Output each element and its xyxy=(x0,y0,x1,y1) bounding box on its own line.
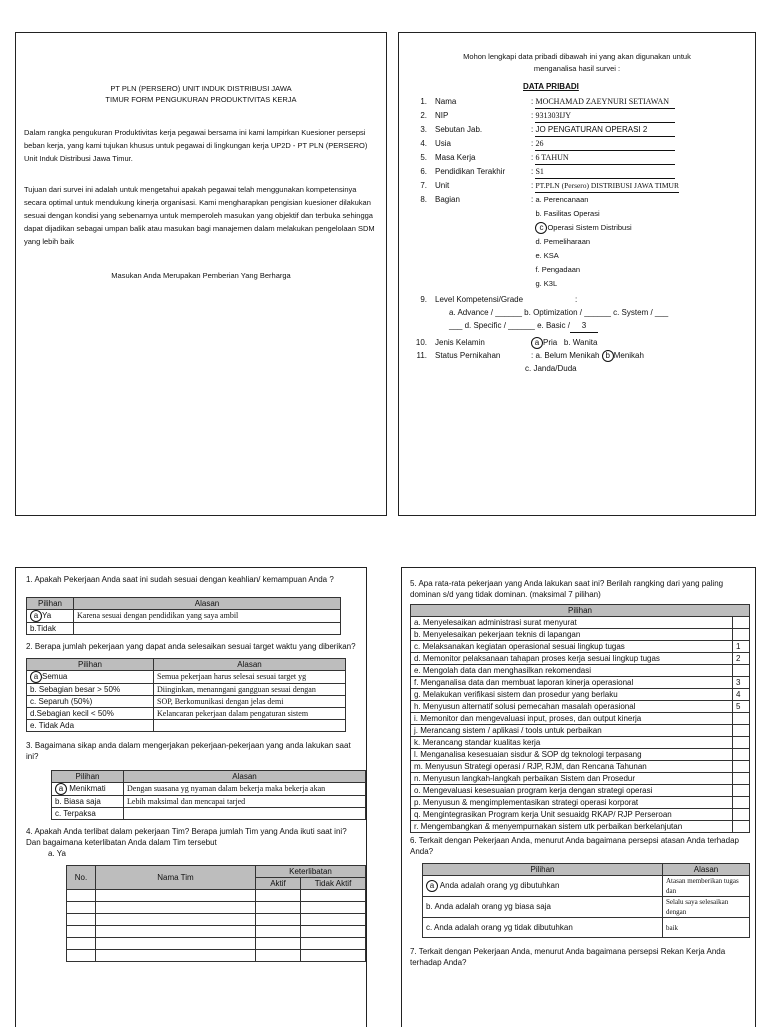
table-row[interactable]: b. Anda adalah orang yg biasa saja Selalu saya selesaikan dengan xyxy=(423,897,750,918)
personal-data-page xyxy=(398,32,756,516)
field-row: 6. Pendidikan Terakhir : S1 xyxy=(399,165,751,179)
bagian-option[interactable]: d. Pemeliharaan xyxy=(535,237,591,246)
field-row: 7. Unit : PT.PLN (Persero) DISTRIBUSI JAWA TIMUR xyxy=(399,179,751,193)
purpose-paragraph: Tujuan dari survei ini adalah untuk mengetahui apakah pegawai telah menggunakan kompetensinya secara optimal untuk mendukung kinerja organisasi. Kami mengharapkan pengisian kuesioner dilakukan sesuai dengan kondisi yang sebenarnya untuk memperoleh masukan yang objektif dan terbuka sehingga dapat dijadikan sebagai umpan balik atau masukan bagi manajemen dalam melakukan pengelolaan SDM yang lebih baik xyxy=(24,185,375,246)
table-row[interactable]: a Semua Semua pekerjaan harus selesai sesuai target yg xyxy=(27,671,346,684)
question-1: 1. Apakah Pekerjaan Anda saat ini sudah sesuai dengan keahlian/ kemampuan Anda ? xyxy=(26,575,334,584)
level-options-line2[interactable]: ___ d. Specific / ______ e. Basic / 3 xyxy=(399,319,751,333)
education-field[interactable]: S1 xyxy=(535,165,675,179)
selection-circle-icon: a xyxy=(30,610,42,622)
table-row[interactable]: b.Tidak xyxy=(27,623,341,635)
bagian-row: 8. Bagian : a. Perencanaan b. Fasilitas Operasi c Operasi Sistem Distribusi d. Pemeliharaan e. KSA f. Pengadaan g. K3L xyxy=(399,193,751,291)
q2-table: Pilihan Alasan a Semua Semua pekerjaan harus selesai sesuai target yg b. Sebagian besar > 50% Diinginkan, menanngani gangguan sesuai dengan c. Separuh (50%) SOP, Berkomunikasi dengan jelas demi d.Sebagian kecil < 50% Kelancaran pekerjaan dalam pengaturan sistem e. Tidak Ada xyxy=(26,658,346,732)
form-title-line1: PT PLN (PERSERO) UNIT INDUK DISTRIBUSI JAWA xyxy=(110,84,292,93)
table-row[interactable] xyxy=(67,938,366,950)
table-row[interactable] xyxy=(67,902,366,914)
field-row: 1. Nama : MOCHAMAD ZAEYNURI SETIAWAN xyxy=(399,95,751,109)
marital-option-single[interactable]: : a. Belum Menikah xyxy=(531,351,600,360)
selection-circle-icon: c xyxy=(535,222,547,234)
question-6: 6. Terkait dengan Pekerjaan Anda, menurut Anda bagaimana persepsi atasan Anda terhadap Anda? xyxy=(410,836,739,856)
intro-line1: Mohon lengkapi data pribadi dibawah ini yang akan digunakan untuk xyxy=(463,52,691,61)
table-row[interactable]: c. Separuh (50%) SOP, Berkomunikasi dengan jelas demi xyxy=(27,696,346,708)
data-pribadi-heading: DATA PRIBADI xyxy=(523,82,579,91)
table-row[interactable] xyxy=(67,950,366,962)
q3-table: Pilihan Alasan a Menikmati Dengan suasana yg nyaman dalam bekerja maka bekerja akan b. Biasa saja Lebih maksimal dan mencapai tarjed c. Terpaksa xyxy=(51,770,366,820)
bagian-option[interactable]: b. Fasilitas Operasi xyxy=(535,209,600,218)
q6-table: Pilihan Alasan a Anda adalah orang yg dibutuhkan Atasan memberikan tugas dan b. Anda adalah orang yg biasa saja Selalu saya selesaikan dengan c. Anda adalah orang yg tidak dibutuhkan baik xyxy=(422,863,750,938)
selection-circle-icon: a xyxy=(55,783,67,795)
question-7: 7. Terkait dengan Pekerjaan Anda, menurut Anda bagaimana persepsi Rekan Kerja Anda terhadap Anda? xyxy=(410,947,726,967)
table-row[interactable]: e. Mengolah data dan menghasilkan rekomendasi xyxy=(411,665,750,677)
level-row: 9. Level Kompetensi/Grade : xyxy=(420,295,578,304)
table-row[interactable]: d. Memonitor pelaksanaan tahapan proses kerja sesuai lingkup tugas 2 xyxy=(411,653,750,665)
question-4: 4. Apakah Anda terlibat dalam pekerjaan Tim? Berapa jumlah Tim yang Anda ikuti saat ini? Dan bagaimana keterlibatan Anda dalam Tim tersebut xyxy=(26,827,347,847)
q1-table: Pilihan Alasan a Ya Karena sesuai dengan pendidikan yang saya ambil b.Tidak xyxy=(26,597,341,635)
marital-option-widowed[interactable]: c. Janda/Duda xyxy=(525,364,577,373)
table-row[interactable] xyxy=(67,890,366,902)
table-row[interactable]: c. Terpaksa xyxy=(52,808,366,820)
table-row[interactable]: j. Merancang sistem / aplikasi / tools untuk perbaikan xyxy=(411,725,750,737)
gender-option-wanita[interactable]: b. Wanita xyxy=(563,338,598,347)
table-row[interactable]: b. Sebagian besar > 50% Diinginkan, menanngani gangguan sesuai dengan xyxy=(27,684,346,696)
name-field[interactable]: MOCHAMAD ZAEYNURI SETIAWAN xyxy=(535,95,675,109)
table-row[interactable]: g. Melakukan verifikasi sistem dan prosedur yang berlaku 4 xyxy=(411,689,750,701)
table-row[interactable]: k. Merancang standar kualitas kerja xyxy=(411,737,750,749)
intro-paragraph: Dalam rangka pengukuran Produktivitas kerja pegawai bersama ini kami lampirkan Kuesioner persepsi beban kerja, yang kami tujukan khusus untuk pegawai di lingkungan kerja UP2D - PT PLN (PERSERO) Unit Induk Distribusi Jawa Timur. xyxy=(24,128,368,163)
tenure-field[interactable]: 6 TAHUN xyxy=(535,151,675,165)
table-row[interactable]: a Menikmati Dengan suasana yg nyaman dalam bekerja maka bekerja akan xyxy=(52,783,366,796)
table-row[interactable]: p. Menyusun & mengimplementasikan strategi operasi korporat xyxy=(411,797,750,809)
q4-option-a[interactable]: a. Ya xyxy=(48,849,66,858)
marital-row: 11. Status Pernikahan : a. Belum Menikah b Menikah xyxy=(416,351,644,360)
question-5: 5. Apa rata-rata pekerjaan yang Anda lakukan saat ini? Berilah rangking dari yang paling dominan s/d yang tidak dominan. (maksimal 7 pilihan) xyxy=(410,579,724,599)
table-row[interactable] xyxy=(67,914,366,926)
question-3: 3. Bagaimana sikap anda dalam mengerjakan pekerjaan-pekerjaan yang anda lakukan saat ini? xyxy=(26,741,351,761)
nip-field[interactable]: 931303IJY xyxy=(535,109,675,123)
table-row[interactable]: f. Menganalisa data dan membuat laporan kinerja operasional 3 xyxy=(411,677,750,689)
form-title-line2: TIMUR FORM PENGUKURAN PRODUKTIVITAS KERJA xyxy=(105,95,297,104)
table-row[interactable]: e. Tidak Ada xyxy=(27,720,346,732)
q4-team-table: No. Nama Tim Keterlibatan Aktif Tidak Aktif xyxy=(66,865,366,962)
age-field[interactable]: 26 xyxy=(535,137,675,151)
table-row[interactable]: a Ya Karena sesuai dengan pendidikan yang saya ambil xyxy=(27,610,341,623)
bagian-option[interactable]: g. K3L xyxy=(535,279,558,288)
bagian-option-selected[interactable]: c Operasi Sistem Distribusi xyxy=(535,221,631,235)
table-row[interactable]: d.Sebagian kecil < 50% Kelancaran pekerjaan dalam pengaturan sistem xyxy=(27,708,346,720)
bagian-option[interactable]: e. KSA xyxy=(535,251,559,260)
table-row[interactable]: n. Menyusun langkah-langkah perbaikan Sistem dan Prosedur xyxy=(411,773,750,785)
field-row: 5. Masa Kerja : 6 TAHUN xyxy=(399,151,751,165)
level-options-line1[interactable]: a. Advance / ______ b. Optimization / ______ c. System / ___ xyxy=(449,308,669,317)
intro-line2: menganalisa hasil survei : xyxy=(533,64,621,73)
questionnaire-page-2 xyxy=(401,567,756,1027)
table-row[interactable]: l. Menganalisa kesesuaian sisdur & SOP dg teknologi terpasang xyxy=(411,749,750,761)
gender-row: 10. Jenis Kelamin a Pria b. Wanita xyxy=(415,338,598,347)
marital-option-married[interactable]: Menikah xyxy=(613,351,644,360)
table-row[interactable]: r. Mengembangkan & menyempurnakan sistem utk perbaikan berkelanjutan xyxy=(411,821,750,833)
field-row: 4. Usia : 26 xyxy=(399,137,751,151)
selection-circle-icon: b xyxy=(602,350,614,362)
questionnaire-page-1 xyxy=(15,567,367,1027)
table-row[interactable]: a. Menyelesaikan administrasi surat menyurat xyxy=(411,617,750,629)
table-row[interactable]: c. Anda adalah orang yg tidak dibutuhkan baik xyxy=(423,918,750,938)
table-row[interactable]: c. Melaksanakan kegiatan operasional sesuai lingkup tugas 1 xyxy=(411,641,750,653)
table-row[interactable]: o. Mengevaluasi kesesuaian program kerja dengan strategi operasi xyxy=(411,785,750,797)
gender-option-pria[interactable]: Pria xyxy=(543,338,558,347)
closing-note: Masukan Anda Merupakan Pemberian Yang Berharga xyxy=(111,271,291,280)
table-row[interactable]: b. Biasa saja Lebih maksimal dan mencapai tarjed xyxy=(52,796,366,808)
table-row[interactable]: h. Menyusun alternatif solusi pemecahan masalah operasional 5 xyxy=(411,701,750,713)
unit-field[interactable]: PT.PLN (Persero) DISTRIBUSI JAWA TIMUR xyxy=(535,179,679,193)
bagian-option[interactable]: f. Pengadaan xyxy=(535,265,581,274)
position-field[interactable]: JO PENGATURAN OPERASI 2 xyxy=(535,123,675,137)
table-row[interactable]: b. Menyelesaikan pekerjaan teknis di lapangan xyxy=(411,629,750,641)
personal-fields xyxy=(399,95,751,375)
table-row[interactable]: m. Menyusun Strategi operasi / RJP, RJM, dan Rencana Tahunan xyxy=(411,761,750,773)
table-row[interactable] xyxy=(67,926,366,938)
question-2: 2. Berapa jumlah pekerjaan yang dapat anda selesaikan sesuai target waktu yang diberikan? xyxy=(26,642,356,651)
level-basic-value[interactable]: 3 xyxy=(570,319,598,333)
field-row: 3. Sebutan Jab. : JO PENGATURAN OPERASI 2 xyxy=(399,123,751,137)
bagian-option[interactable]: a. Perencanaan xyxy=(535,195,589,204)
table-row[interactable]: q. Mengintegrasikan Program kerja Unit sesuaidg RKAP/ RJP Perseroan xyxy=(411,809,750,821)
cover-page xyxy=(15,32,387,516)
selection-circle-icon: a xyxy=(30,671,42,683)
table-row[interactable]: i. Memonitor dan mengevaluasi input, proses, dan output kinerja xyxy=(411,713,750,725)
table-row[interactable]: a Anda adalah orang yg dibutuhkan Atasan memberikan tugas dan xyxy=(423,876,750,897)
field-row: 2. NIP : 931303IJY xyxy=(399,109,751,123)
selection-circle-icon: a xyxy=(531,337,543,349)
selection-circle-icon: a xyxy=(426,880,438,892)
q5-table: Pilihan a. Menyelesaikan administrasi surat menyurat b. Menyelesaikan pekerjaan teknis di lapangan c. Melaksanakan kegiatan operasional sesuai lingkup tugas 1 d. Memonitor pelaksanaan tahapan proses kerja sesuai lingkup tugas 2 e. Mengolah data dan menghasilkan rekomendasi f. Menganalisa data dan membuat laporan kinerja operasional 3 g. Melakukan verifikasi sistem dan prosedur yang berlaku 4 h. Menyusun alternatif solusi pemecahan masalah operasional 5 i. Memonitor dan mengevaluasi input, proses, dan output kinerja j. Merancang sistem / aplikasi / tools untuk perbaikan k. Merancang standar kualitas kerja l. Menganalisa kesesuaian sisdur & SOP dg teknologi terpasang m. Menyusun Strategi operasi / RJP, RJM, dan Rencana Tahunan n. Menyusun langkah-langkah perbaikan Sistem dan Prosedur o. Mengevaluasi kesesuaian program kerja dengan strategi operasi p. Menyusun & mengimplementasikan strategi operasi korporat q. Mengintegrasikan Program kerja Unit sesuaidg RKAP/ RJP Perseroan r. Mengembangkan & menyempurnakan sistem utk perbaikan berkelanjutan xyxy=(410,604,750,833)
